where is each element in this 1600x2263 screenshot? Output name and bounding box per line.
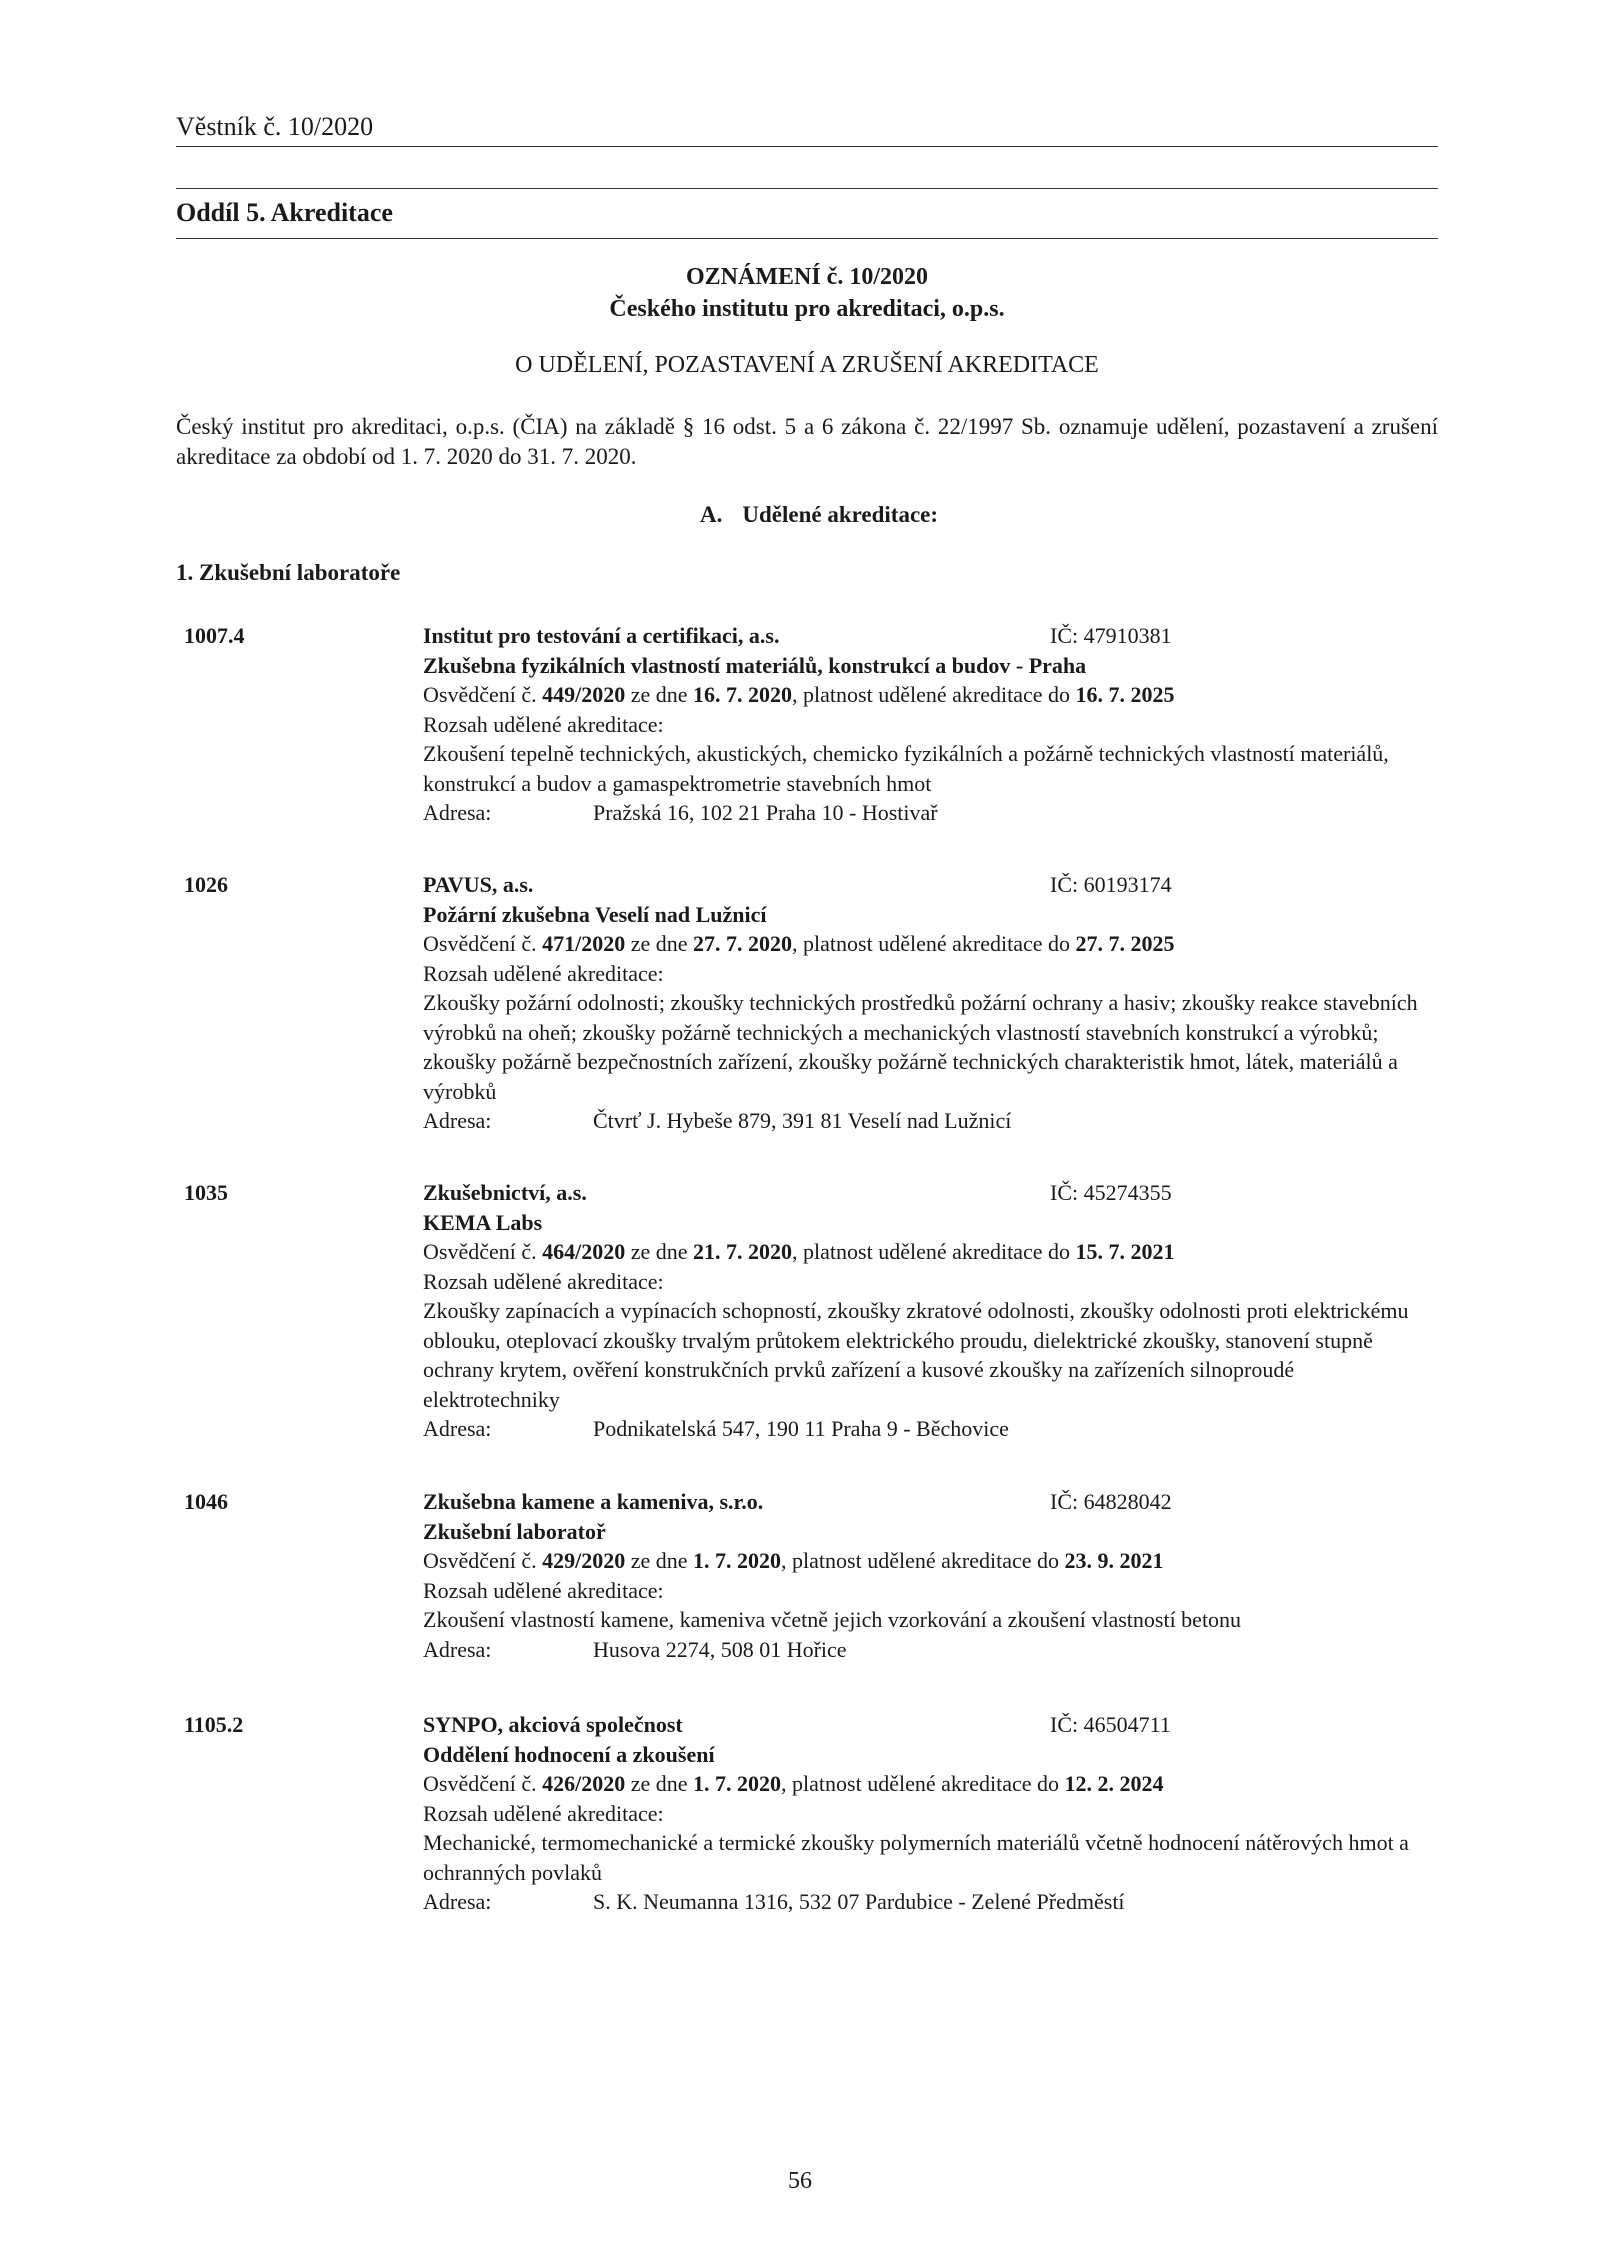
entry-body <box>423 1178 1423 1444</box>
scope-label: Rozsah udělené akreditace: <box>423 1268 664 1294</box>
notice-subject: O UDĚLENÍ, POZASTAVENÍ A ZRUŠENÍ AKREDITACE <box>515 352 1099 378</box>
validity-prefix: , platnost udělené akreditace do <box>792 682 1076 707</box>
entry-certificate-line <box>423 680 1423 710</box>
validity-prefix: , platnost udělené akreditace do <box>781 1771 1065 1796</box>
accreditation-entry <box>176 870 1438 1136</box>
cert-prefix: Osvědčení č. <box>423 1239 543 1264</box>
entry-address-line <box>423 1414 1423 1444</box>
entry-org-line <box>423 1487 1423 1517</box>
entry-address-line <box>423 798 1423 828</box>
cert-prefix: Osvědčení č. <box>423 931 543 956</box>
entry-organization: Institut pro testování a certifikaci, a.s. <box>423 623 780 648</box>
entry-certificate-line <box>423 929 1423 959</box>
date-prefix: ze dne <box>625 931 694 956</box>
entry-laboratory: Oddělení hodnocení a zkoušení <box>423 1741 715 1767</box>
entry-laboratory: Zkušební laboratoř <box>423 1518 606 1544</box>
section-divider-top <box>176 188 1438 189</box>
address-label: Adresa: <box>423 1416 492 1441</box>
date-prefix: ze dne <box>625 682 694 707</box>
entry-body <box>423 621 1423 828</box>
entry-number: 1046 <box>184 1489 228 1514</box>
entry-certificate-line <box>423 1546 1423 1576</box>
entry-address: Čtvrť J. Hybeše 879, 391 81 Veselí nad Lužnicí <box>593 1108 1012 1133</box>
cert-date: 27. 7. 2020 <box>693 931 793 956</box>
valid-until: 23. 9. 2021 <box>1064 1548 1164 1573</box>
valid-until: 15. 7. 2021 <box>1075 1239 1175 1264</box>
entry-organization: SYNPO, akciová společnost <box>423 1712 683 1737</box>
subsection-heading <box>176 560 400 586</box>
scope-label: Rozsah udělené akreditace: <box>423 711 664 737</box>
entry-address: Husova 2274, 508 01 Hořice <box>593 1636 847 1662</box>
accreditation-entry <box>176 1178 1438 1444</box>
entry-certificate-line <box>423 1769 1423 1799</box>
entry-number: 1026 <box>184 872 228 897</box>
accreditation-entry <box>176 1487 1438 1664</box>
cert-date: 1. 7. 2020 <box>693 1548 782 1573</box>
cert-number: 449/2020 <box>542 682 626 707</box>
entry-address: Podnikatelská 547, 190 11 Praha 9 - Běchovice <box>593 1416 1009 1441</box>
cert-date: 21. 7. 2020 <box>693 1239 793 1264</box>
entry-ic: IČ: 60193174 <box>1050 872 1172 897</box>
entry-scope: Zkoušení tepelně technických, akustických, chemicko fyzikálních a požárně technických vlastností materiálů, konstrukcí a budov a gamaspektrometrie stavebních hmot <box>423 741 1389 796</box>
validity-prefix: , platnost udělené akreditace do <box>792 1239 1076 1264</box>
entry-scope: Zkoušení vlastností kamene, kameniva včetně jejich vzorkování a zkoušení vlastností betonu <box>423 1607 1242 1632</box>
address-label: Adresa: <box>423 1108 492 1133</box>
part-a-title: Udělené akreditace: <box>742 502 939 527</box>
subsection-number: 1. <box>176 560 194 585</box>
entry-scope: Zkoušky požární odolnosti; zkoušky technických prostředků požární ochrany a hasiv; zkoušky reakce stavebních výrobků na oheň; zkoušky požárně technických a mechanických vlastností stavebních konstrukcí a výrobků; zkoušky požárně bezpečnostních zařízení, zkoušky požárně technických charakteristik hmot, látek, materiálů a výrobků <box>423 990 1418 1104</box>
section-divider-bottom <box>176 238 1438 239</box>
address-label: Adresa: <box>423 1636 492 1662</box>
cert-prefix: Osvědčení č. <box>423 1771 543 1796</box>
entry-ic: IČ: 45274355 <box>1050 1180 1172 1205</box>
subsection-title: Zkušební laboratoře <box>199 560 401 585</box>
entry-body <box>423 1710 1423 1917</box>
entry-address-line <box>423 1635 1423 1665</box>
cert-number: 426/2020 <box>542 1771 626 1796</box>
part-a-letter: A. <box>700 502 723 527</box>
date-prefix: ze dne <box>625 1239 694 1264</box>
validity-prefix: , platnost udělené akreditace do <box>792 931 1076 956</box>
section-title: Oddíl 5. Akreditace <box>176 198 393 227</box>
entry-number: 1105.2 <box>184 1712 244 1737</box>
entry-number: 1035 <box>184 1180 228 1205</box>
entry-organization: Zkušebnictví, a.s. <box>423 1180 587 1205</box>
entry-scope: Zkoušky zapínacích a vypínacích schopností, zkoušky zkratové odolnosti, zkoušky odolnosti proti elektrickému oblouku, oteplovací zkoušky trvalým průtokem elektrického proudu, dielektrické zkoušky, stanovení stupně ochrany krytem, ověření konstrukčních prvků zařízení a kusové zkoušky na zařízeních silnoproudé elektrotechniky <box>423 1298 1409 1412</box>
entry-laboratory: Požární zkušebna Veselí nad Lužnicí <box>423 901 767 927</box>
cert-number: 471/2020 <box>542 931 626 956</box>
page-number: 56 <box>788 2168 812 2194</box>
cert-prefix: Osvědčení č. <box>423 682 543 707</box>
part-a-heading <box>700 502 938 528</box>
entry-address-line <box>423 1106 1423 1136</box>
journal-header: Věstník č. 10/2020 <box>176 112 374 141</box>
entry-laboratory: KEMA Labs <box>423 1209 543 1235</box>
entry-org-line <box>423 870 1423 900</box>
cert-number: 429/2020 <box>542 1548 626 1573</box>
entry-body <box>423 1487 1423 1664</box>
scope-label: Rozsah udělené akreditace: <box>423 1577 664 1603</box>
cert-date: 1. 7. 2020 <box>693 1771 782 1796</box>
notice-issuer: Českého institutu pro akreditaci, o.p.s. <box>609 296 1005 322</box>
date-prefix: ze dne <box>625 1548 694 1573</box>
entry-ic: IČ: 64828042 <box>1050 1489 1172 1514</box>
entry-org-line <box>423 1710 1423 1740</box>
entry-address-line <box>423 1887 1423 1917</box>
entry-organization: Zkušebna kamene a kameniva, s.r.o. <box>423 1489 764 1514</box>
entry-organization: PAVUS, a.s. <box>423 872 534 897</box>
valid-until: 27. 7. 2025 <box>1075 931 1175 956</box>
entry-body <box>423 870 1423 1136</box>
cert-prefix: Osvědčení č. <box>423 1548 543 1573</box>
entry-ic: IČ: 47910381 <box>1050 623 1172 648</box>
scope-label: Rozsah udělené akreditace: <box>423 960 664 986</box>
entry-org-line <box>423 621 1423 651</box>
address-label: Adresa: <box>423 1889 492 1914</box>
cert-number: 464/2020 <box>542 1239 626 1264</box>
entry-address: S. K. Neumanna 1316, 532 07 Pardubice - Zelené Předměstí <box>593 1889 1125 1914</box>
header-divider <box>176 146 1438 147</box>
accreditation-entry <box>176 1710 1438 1917</box>
notice-intro: Český institut pro akreditaci, o.p.s. (ČIA) na základě § 16 odst. 5 a 6 zákona č. 22/1997 Sb. oznamuje udělení, pozastavení a zrušení akreditace za období od 1. 7. 2020 do 31. 7. 2020. <box>176 414 1438 469</box>
entry-org-line <box>423 1178 1423 1208</box>
validity-prefix: , platnost udělené akreditace do <box>781 1548 1065 1573</box>
date-prefix: ze dne <box>625 1771 694 1796</box>
entry-address: Pražská 16, 102 21 Praha 10 - Hostivař <box>593 800 938 825</box>
entry-ic: IČ: 46504711 <box>1050 1712 1171 1737</box>
entry-number: 1007.4 <box>184 623 245 648</box>
accreditation-entry <box>176 621 1438 828</box>
notice-title: OZNÁMENÍ č. 10/2020 <box>686 264 928 290</box>
valid-until: 12. 2. 2024 <box>1064 1771 1164 1796</box>
entry-certificate-line <box>423 1237 1423 1267</box>
entry-scope: Mechanické, termomechanické a termické zkoušky polymerních materiálů včetně hodnocení nátěrových hmot a ochranných povlaků <box>423 1830 1409 1885</box>
scope-label: Rozsah udělené akreditace: <box>423 1800 664 1826</box>
entry-laboratory: Zkušebna fyzikálních vlastností materiálů, konstrukcí a budov - Praha <box>423 652 1087 678</box>
cert-date: 16. 7. 2020 <box>693 682 793 707</box>
address-label: Adresa: <box>423 800 492 825</box>
valid-until: 16. 7. 2025 <box>1075 682 1175 707</box>
